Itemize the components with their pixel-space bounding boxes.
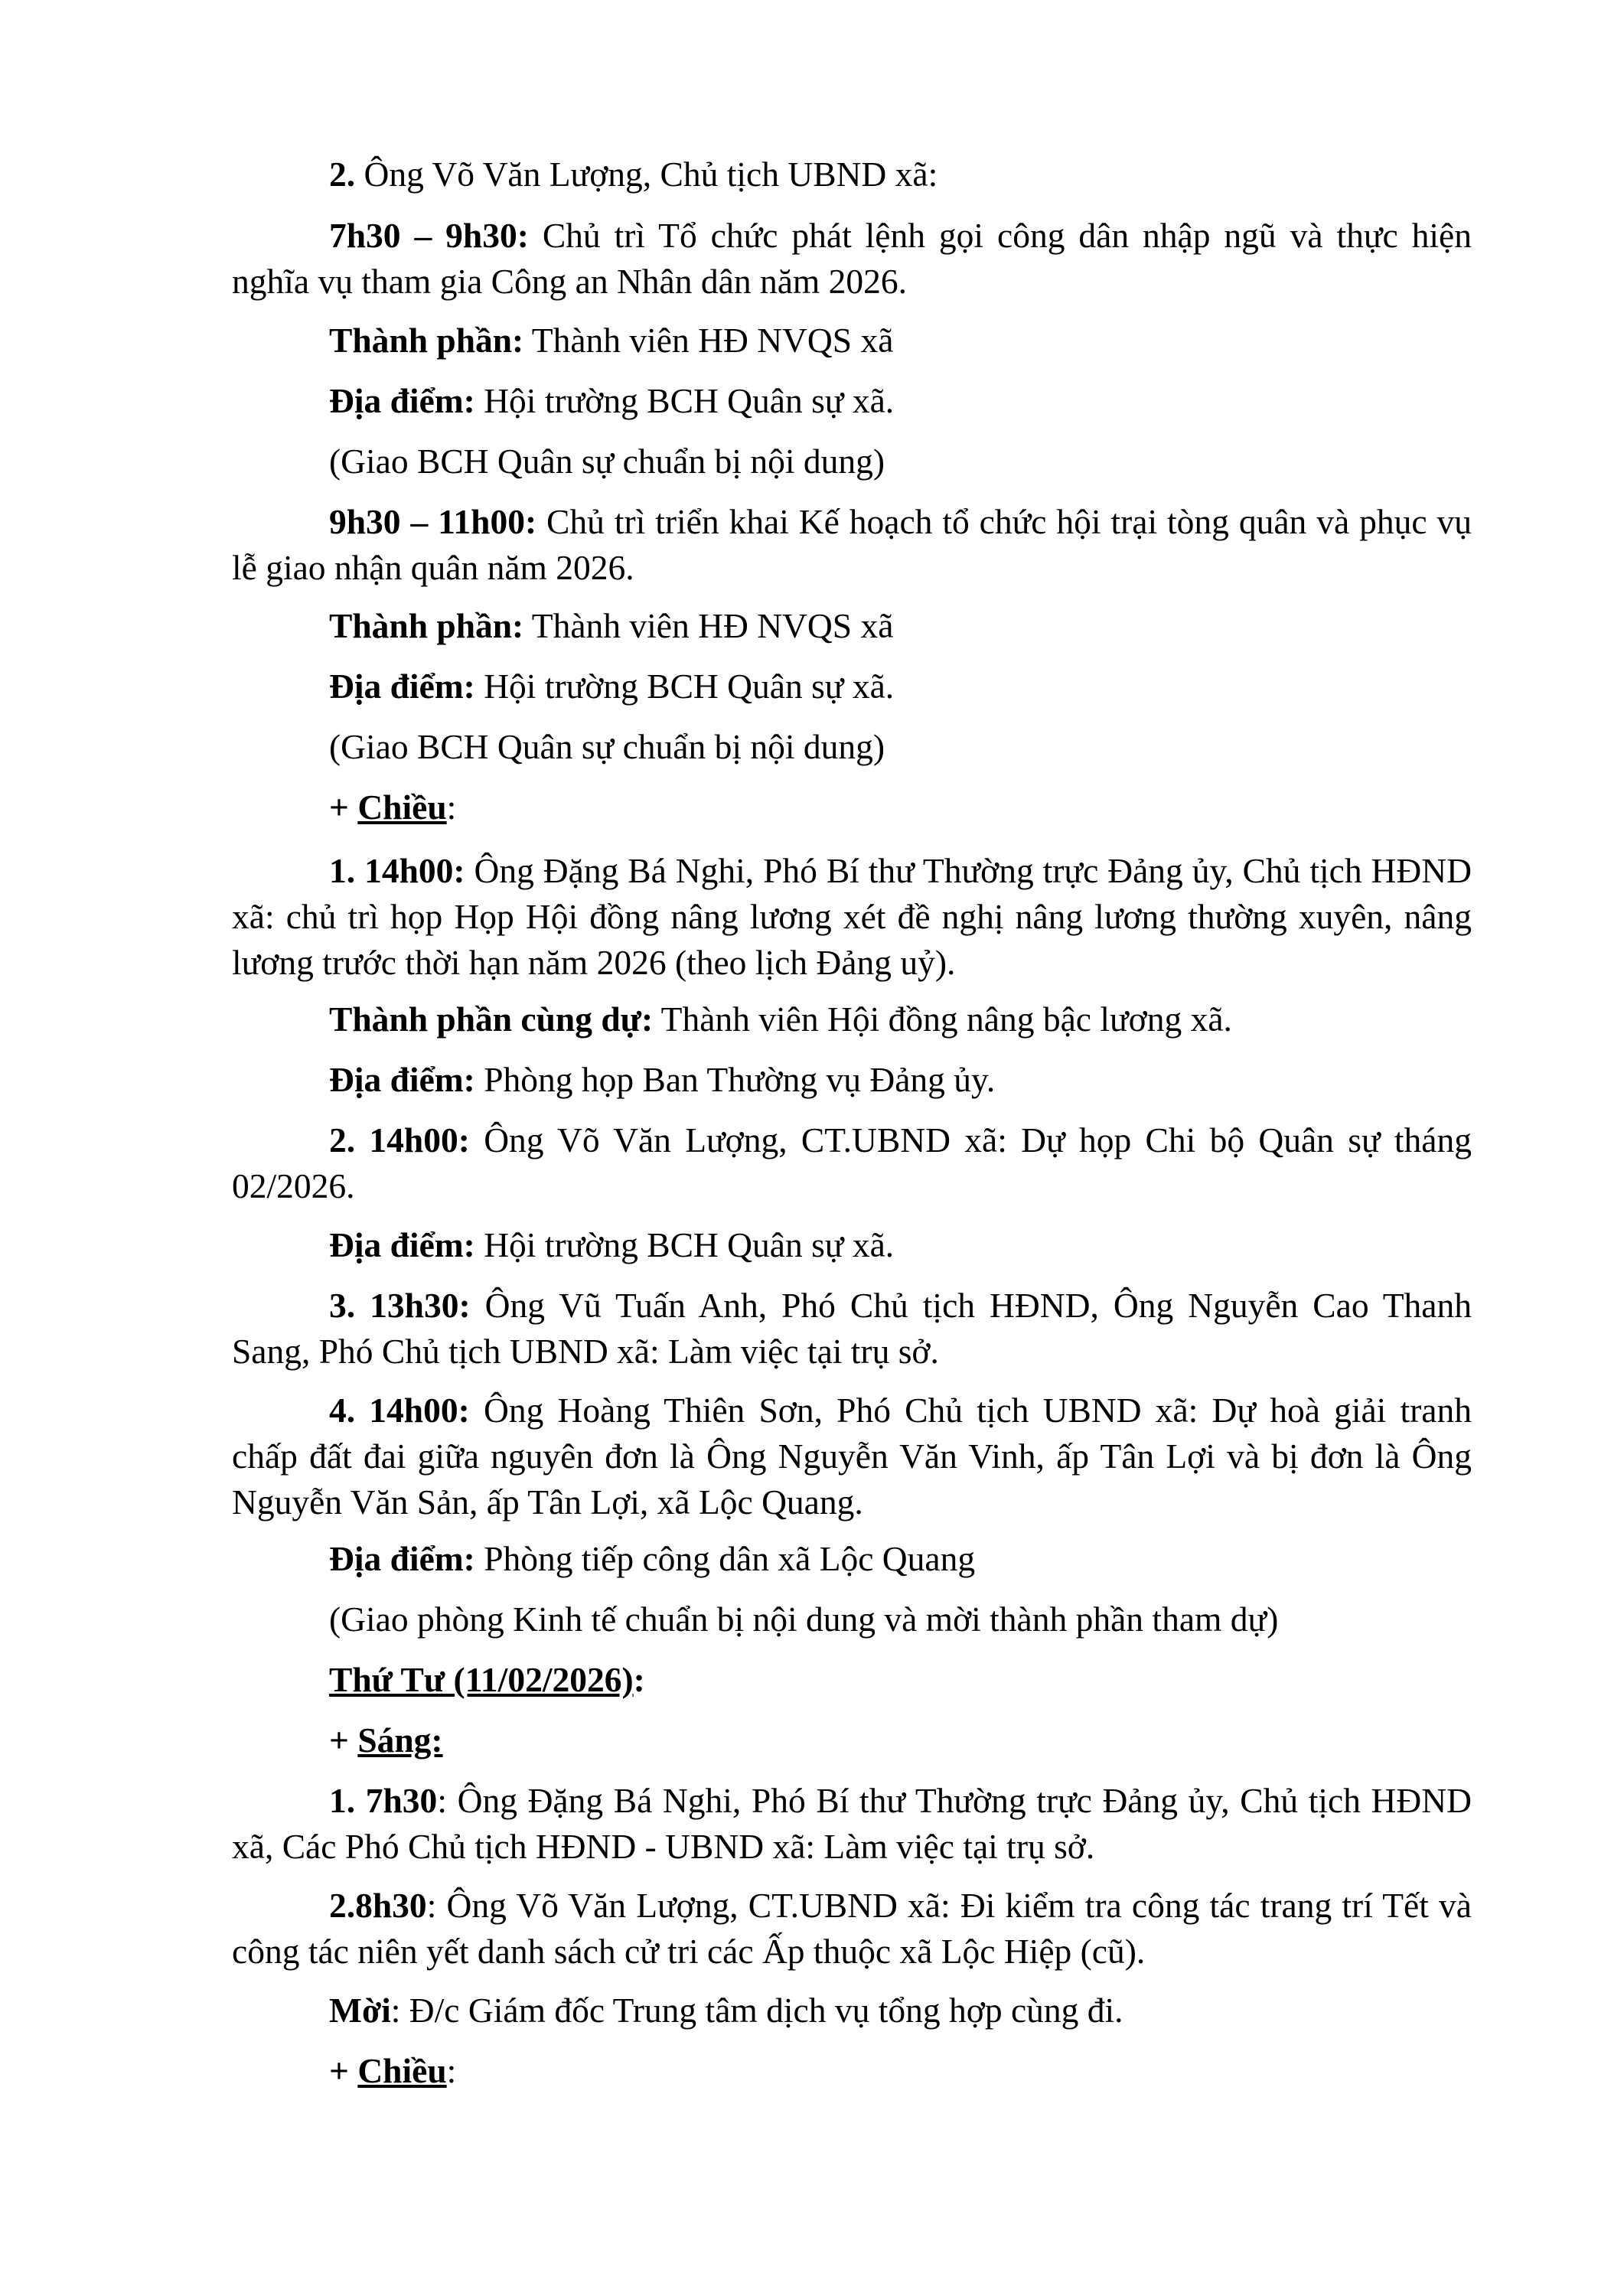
paragraph-location <box>232 1057 1472 1103</box>
bullet-plus: + <box>329 1720 358 1760</box>
item-number: 2.8h30 <box>329 1886 427 1925</box>
field-value: Thành viên HĐ NVQS xã <box>523 606 894 645</box>
paragraph-text: Ông Võ Văn Lượng, Chủ tịch UBND xã: <box>355 155 938 194</box>
paragraph-note <box>232 724 1472 770</box>
item-number: 3. 13h30: <box>329 1286 471 1325</box>
paragraph-schedule-item <box>232 213 1472 305</box>
day-heading-wednesday <box>232 1657 1472 1703</box>
paragraph-schedule-item <box>232 1117 1472 1209</box>
paragraph-text: Ông Vũ Tuấn Anh, Phó Chủ tịch HĐND, Ông Nguyễn Cao Thanh Sang, Phó Chủ tịch UBND xã: Làm việc tại trụ sở. <box>232 1286 1472 1371</box>
field-label: Địa điểm: <box>329 667 475 706</box>
field-label: Thành phần: <box>329 606 524 645</box>
field-label: Thành phần: <box>329 321 524 360</box>
item-number: 2. <box>329 155 356 194</box>
field-value: Phòng họp Ban Thường vụ Đảng ủy. <box>474 1060 996 1099</box>
paragraph-note <box>232 1596 1472 1642</box>
field-label: Địa điểm: <box>329 1225 475 1264</box>
paragraph-text: Chủ trì Tổ chức phát lệnh gọi công dân nhập ngũ và thực hiện nghĩa vụ tham gia Công an Nhân dân năm 2026. <box>232 216 1472 301</box>
field-label: Địa điểm: <box>329 1539 475 1578</box>
paragraph-text: Ông Võ Văn Lượng, CT.UBND xã: Dự họp Chi bộ Quân sự tháng 02/2026. <box>232 1120 1472 1205</box>
paragraph-participants <box>232 318 1472 364</box>
paragraph-schedule-item <box>232 499 1472 591</box>
bullet-plus: + <box>329 788 358 827</box>
paragraph-chairman-heading <box>232 152 1472 197</box>
field-value: Thành viên Hội đồng nâng bậc lương xã. <box>653 1000 1232 1039</box>
paragraph-schedule-item <box>232 1883 1472 1975</box>
section-title: Sáng: <box>357 1720 443 1760</box>
paragraph-note <box>232 439 1472 484</box>
colon: : <box>633 1660 645 1699</box>
field-value: Thành viên HĐ NVQS xã <box>523 321 894 360</box>
paragraph-schedule-item <box>232 1778 1472 1870</box>
field-label: Mời <box>329 1991 391 2030</box>
colon: : <box>446 788 457 827</box>
field-value: Hội trường BCH Quân sự xã. <box>474 1225 895 1264</box>
field-label: Địa điểm: <box>329 381 475 420</box>
item-number: 1. 7h30 <box>329 1781 438 1820</box>
paragraph-schedule-item <box>232 848 1472 986</box>
field-value: : Đ/c Giám đốc Trung tâm dịch vụ tổng hợp cùng đi. <box>390 1991 1123 2030</box>
paragraph-location <box>232 1222 1472 1268</box>
field-label: Thành phần cùng dự: <box>329 1000 654 1039</box>
colon: : <box>446 2051 457 2090</box>
paragraph-text: Chủ trì triển khai Kế hoạch tổ chức hội trại tòng quân và phục vụ lễ giao nhận quân năm 2026. <box>232 502 1472 587</box>
time-label: 7h30 – 9h30: <box>329 216 529 255</box>
item-number: 1. 14h00: <box>329 851 465 890</box>
day-title: Thứ Tư (11/02/2026) <box>329 1660 634 1699</box>
paragraph-text: (Giao phòng Kinh tế chuẩn bị nội dung và mời thành phần tham dự) <box>329 1600 1279 1639</box>
field-value: Hội trường BCH Quân sự xã. <box>474 381 895 420</box>
paragraph-location <box>232 378 1472 424</box>
item-number: 2. 14h00: <box>329 1120 470 1159</box>
section-afternoon-heading <box>232 2048 1472 2094</box>
paragraph-participants <box>232 603 1472 649</box>
paragraph-participants <box>232 996 1472 1042</box>
section-morning-heading <box>232 1717 1472 1763</box>
section-title: Chiều <box>357 788 447 827</box>
paragraph-invite <box>232 1988 1472 2033</box>
paragraph-schedule-item <box>232 1388 1472 1525</box>
paragraph-text: : Ông Võ Văn Lượng, CT.UBND xã: Đi kiểm tra công tác trang trí Tết và công tác niên yết danh sách cử tri các Ấp thuộc xã Lộc Hiệp (cũ). <box>232 1886 1472 1971</box>
paragraph-location <box>232 664 1472 709</box>
paragraph-text: : Ông Đặng Bá Nghi, Phó Bí thư Thường trực Đảng ủy, Chủ tịch HĐND xã, Các Phó Chủ tịch HĐND - UBND xã: Làm việc tại trụ sở. <box>232 1781 1472 1866</box>
field-label: Địa điểm: <box>329 1060 475 1099</box>
section-title: Chiều <box>357 2051 447 2090</box>
time-label: 9h30 – 11h00: <box>329 502 537 541</box>
field-value: Phòng tiếp công dân xã Lộc Quang <box>474 1539 976 1578</box>
paragraph-schedule-item <box>232 1283 1472 1375</box>
field-value: Hội trường BCH Quân sự xã. <box>474 667 895 706</box>
item-number: 4. 14h00: <box>329 1391 470 1430</box>
paragraph-text: (Giao BCH Quân sự chuẩn bị nội dung) <box>329 727 885 766</box>
paragraph-text: Ông Hoàng Thiên Sơn, Phó Chủ tịch UBND xã: Dự hoà giải tranh chấp đất đai giữa nguyên đơn là Ông Nguyễn Văn Vinh, ấp Tân Lợi và bị đơn là Ông Nguyễn Văn Sản, ấp Tân Lợi, xã Lộc Quang. <box>232 1391 1472 1521</box>
paragraph-location <box>232 1536 1472 1582</box>
bullet-plus: + <box>329 2051 358 2090</box>
paragraph-text: (Giao BCH Quân sự chuẩn bị nội dung) <box>329 442 885 481</box>
paragraph-text: Ông Đặng Bá Nghi, Phó Bí thư Thường trực Đảng ủy, Chủ tịch HĐND xã: chủ trì họp Họp Hội đồng nâng lương xét đề nghị nâng lương thường xuyên, nâng lương trước thời hạn năm 2026 (theo lịch Đảng uỷ). <box>232 851 1472 982</box>
section-afternoon-heading <box>232 784 1472 830</box>
